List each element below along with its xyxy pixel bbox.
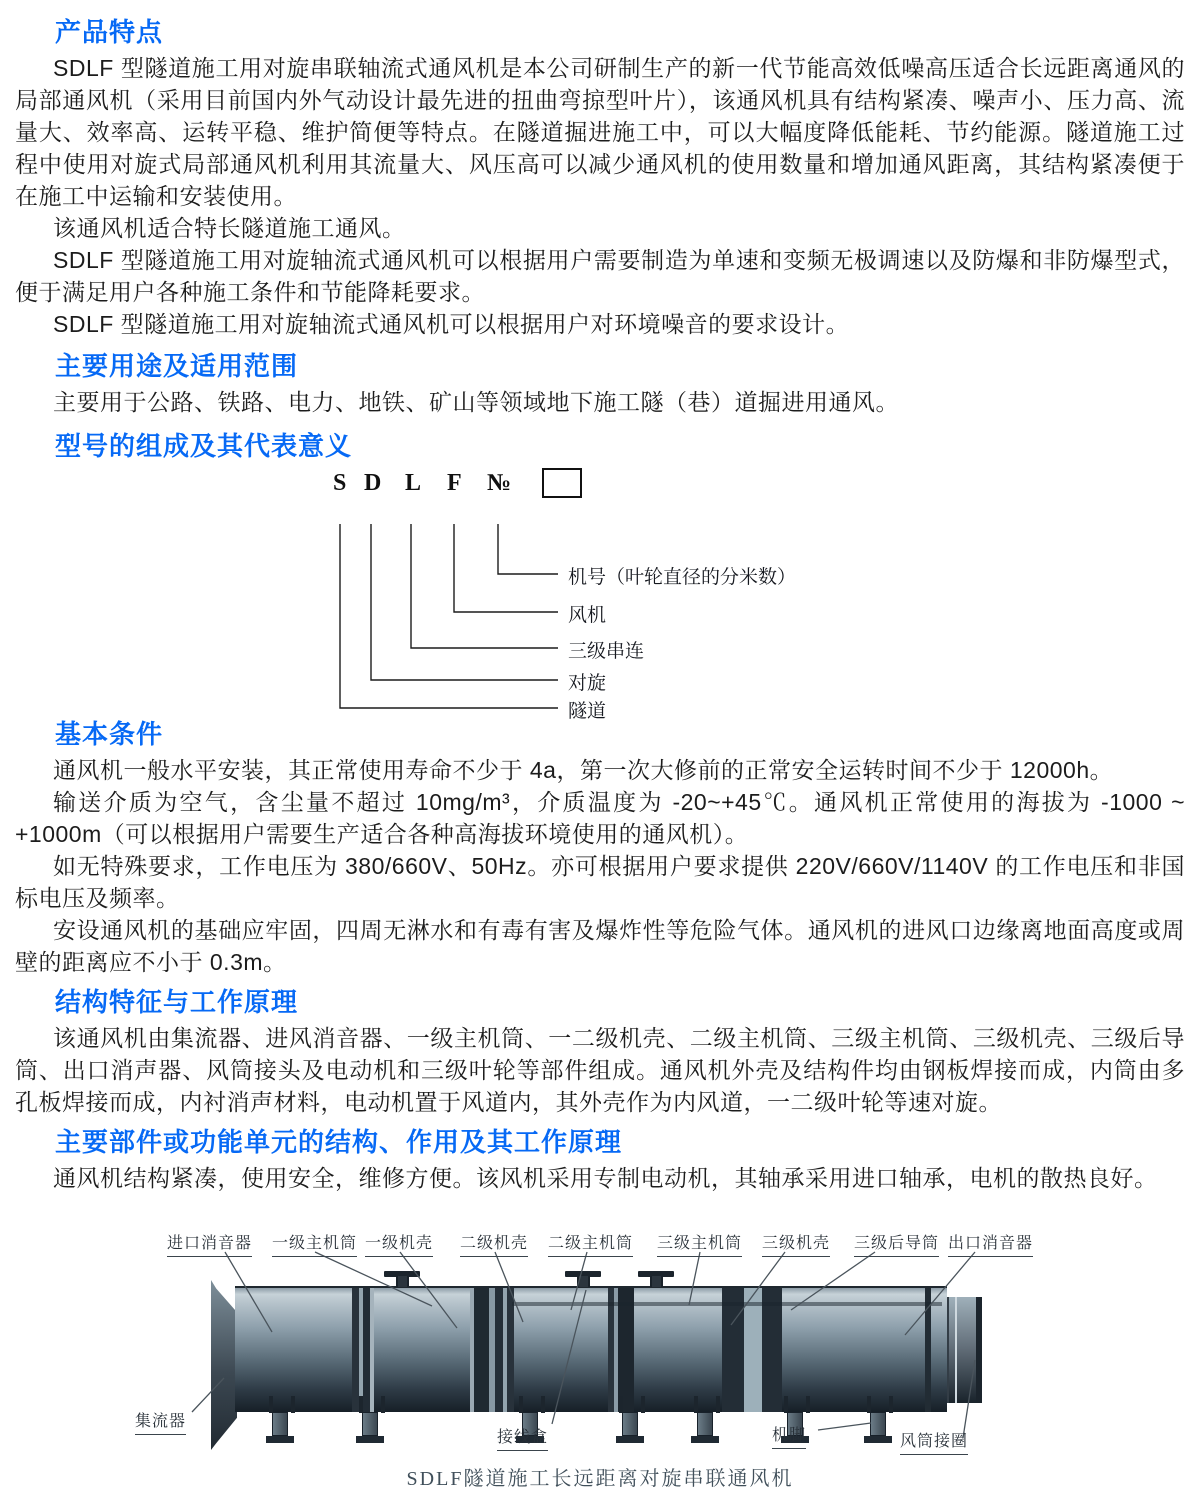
- paragraph: SDLF 型隧道施工用对旋轴流式通风机可以根据用户需要制造为单速和变频无极调速以及防爆和非防爆型式，便于满足用户各种施工条件和节能降耗要求。: [15, 247, 1185, 305]
- fan-label-stage3-rear-guide: 三级后导筒: [854, 1230, 939, 1257]
- fan-label-stage2-main-cylinder: 二级主机筒: [548, 1230, 633, 1257]
- model-letter-f: F: [447, 470, 462, 496]
- fan-label-stage1-main-cylinder: 一级主机筒: [272, 1230, 357, 1257]
- paragraph: 通风机一般水平安装，其正常使用寿命不少于 4a，第一次大修前的正常安全运转时间不少于 12000h。: [53, 757, 1114, 783]
- section-heading-parts: 主要部件或功能单元的结构、作用及其工作原理: [55, 1127, 623, 1157]
- fan-label-outlet-silencer: 出口消音器: [948, 1230, 1033, 1257]
- fan-technical-drawing: [15, 1210, 1185, 1502]
- fan-label-stage2-casing: 二级机壳: [460, 1230, 528, 1257]
- section-heading-structure: 结构特征与工作原理: [55, 987, 299, 1017]
- paragraph: 安设通风机的基础应牢固，四周无淋水和有毒有害及爆炸性等危险气体。通风机的进风口边缘离地面高度或周壁的距离应不小于 0.3m。: [15, 917, 1185, 975]
- paragraph: SDLF 型隧道施工用对旋轴流式通风机可以根据用户对环境噪音的要求设计。: [53, 311, 850, 337]
- model-letter-no: №: [487, 470, 512, 496]
- paragraph: SDLF 型隧道施工用对旋串联轴流式通风机是本公司研制生产的新一代节能高效低噪高压适合长远距离通风的局部通风机（采用目前国内外气动设计最先进的扭曲弯掠型叶片），该通风机具有结构紧凑、噪声小、压力高、流量大、效率高、运转平稳、维护简便等特点。在隧道掘进施工中，可以大幅度降低能耗、节约能源。隧道施工过程中使用对旋式局部通风机利用其流量大、风压高可以减少通风机的使用数量和增加通风距离，其结构紧凑便于在施工中运输和安装使用。: [15, 55, 1185, 209]
- section-heading-basic: 基本条件: [55, 719, 164, 749]
- section-heading-usage: 主要用途及适用范围: [55, 351, 299, 381]
- fan-label-duct-ring: 风筒接圈: [900, 1428, 968, 1455]
- paragraph: 通风机结构紧凑，使用安全，维修方便。该风机采用专制电动机，其轴承采用进口轴承，电机的散热良好。: [53, 1165, 1158, 1191]
- model-composition-diagram: [15, 466, 1185, 722]
- paragraph: 输送介质为空气，含尘量不超过 10mg/m³，介质温度为 -20~+45℃。通风机正常使用的海拔为 -1000 ~ +1000m（可以根据用户需要生产适合各种高海拔环境使用的通风机）。: [15, 789, 1185, 847]
- fan-label-stage3-main-cylinder: 三级主机筒: [657, 1230, 742, 1257]
- fan-caption: SDLF隧道施工长远距离对旋串联通风机: [406, 1468, 794, 1490]
- paragraph: 如无特殊要求，工作电压为 380/660V、50Hz。亦可根据用户要求提供 220V/660V/1140V 的工作电压和非国标电压及频率。: [15, 853, 1185, 911]
- section-heading-model: 型号的组成及其代表意义: [55, 431, 353, 461]
- model-label-counter-rotating: 对旋: [568, 673, 607, 694]
- model-label-machine-number: 机号（叶轮直径的分米数）: [568, 567, 797, 588]
- section-heading-features: 产品特点: [55, 17, 164, 47]
- model-label-three-stage-series: 三级串连: [568, 641, 645, 662]
- fan-label-collector: 集流器: [135, 1408, 186, 1435]
- paragraph: 主要用于公路、铁路、电力、地铁、矿山等领域地下施工隧（巷）道掘进用通风。: [53, 389, 899, 415]
- fan-label-stage1-casing: 一级机壳: [365, 1230, 433, 1257]
- paragraph: 该通风机由集流器、进风消音器、一级主机筒、一二级机壳、二级主机筒、三级主机筒、三级机壳、三级后导筒、出口消声器、风筒接头及电动机和三级叶轮等部件组成。通风机外壳及结构件均由钢板焊接而成，内筒由多孔板焊接而成，内衬消声材料，电动机置于风道内，其外壳作为内风道，一二级叶轮等速对旋。: [15, 1025, 1185, 1115]
- paragraph: 该通风机适合特长隧道施工通风。: [53, 215, 406, 241]
- fan-label-stage3-casing: 三级机壳: [762, 1230, 830, 1257]
- model-letter-d: D: [364, 470, 382, 496]
- model-letter-s: S: [333, 470, 347, 496]
- model-label-tunnel: 隧道: [568, 701, 607, 722]
- model-letter-l: L: [405, 470, 422, 496]
- fan-label-junction-box: 接线盒: [497, 1424, 548, 1451]
- model-label-fan: 风机: [568, 605, 607, 626]
- model-number-box: [542, 468, 582, 498]
- fan-label-machine-foot: 机脚: [772, 1422, 806, 1449]
- fan-label-inlet-silencer: 进口消音器: [167, 1230, 252, 1257]
